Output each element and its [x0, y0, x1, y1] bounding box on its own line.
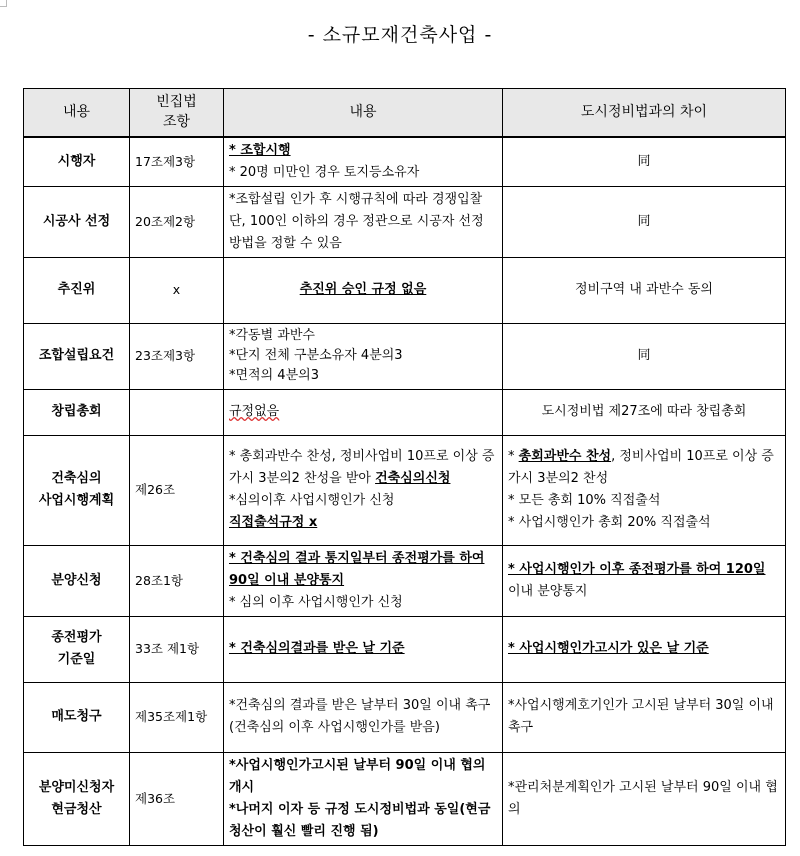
content-line: 규정없음 — [229, 404, 280, 419]
difference-emphasis: 총회과반수 찬성 — [518, 449, 612, 464]
row-difference: *관리처분계획인가 고시된 날부터 90일 이내 협의 — [503, 752, 786, 845]
row-topic: 추진위 — [24, 257, 130, 323]
difference-line: 이내 분양통지 — [508, 583, 588, 599]
row-difference: 同 — [503, 186, 786, 257]
table-row — [24, 323, 786, 389]
content-line: * 조합시행 — [229, 142, 291, 158]
row-topic: 조합설립요건 — [24, 323, 130, 389]
content-line: *건축심의 결과를 받은 날부터 30일 이내 촉구 — [229, 698, 491, 713]
row-topic: 분양미신청자 현금청산 — [24, 752, 130, 845]
row-topic: 종전평가 기준일 — [24, 616, 130, 682]
row-difference: 정비구역 내 과반수 동의 — [503, 257, 786, 323]
row-difference: 同 — [503, 137, 786, 187]
row-difference: 도시정비법 제27조에 따라 창립총회 — [503, 389, 786, 435]
content-line: * 총회과반수 찬성, 정비사업비 10프로 이상 증가시 3분의2 찬성을 받아 — [229, 449, 495, 486]
row-content — [224, 186, 503, 257]
difference-line: , 정비사업비 10프로 이상 증가시 3분의2 찬성 — [508, 449, 774, 486]
table-row — [24, 435, 786, 545]
content-line: * 20명 미만인 경우 토지등소유자 — [229, 164, 420, 180]
row-article: 20조제2항 — [130, 186, 224, 257]
content-line: *심의이후 사업시행인가 신청 — [229, 493, 395, 508]
table-row — [24, 137, 786, 187]
row-content — [224, 435, 503, 545]
difference-line: * 모든 총회 10% 직접출석 — [508, 493, 661, 508]
table-row — [24, 545, 786, 616]
difference-emphasis: * 사업시행인가 이후 종전평가를 하여 120일 — [508, 561, 766, 577]
row-topic: 시공사 선정 — [24, 186, 130, 257]
row-article: 제36조 — [130, 752, 224, 845]
content-line: (건축심의 이후 사업시행인가를 받음) — [229, 720, 440, 735]
content-line: 직접출석규정 x — [229, 515, 318, 530]
row-content — [224, 137, 503, 187]
table-header-row — [24, 89, 786, 137]
table-row — [24, 752, 786, 845]
row-article: x — [130, 257, 224, 323]
content-line: *각동별 과반수 — [229, 328, 315, 343]
row-difference: *사업시행계호기인가 고시된 날부터 30일 이내 촉구 — [503, 682, 786, 752]
row-difference: 同 — [503, 323, 786, 389]
row-content — [224, 389, 503, 435]
row-topic: 분양신청 — [24, 545, 130, 616]
content-line: *면적의 4분의3 — [229, 368, 319, 383]
row-content: 추진위 승인 규정 없음 — [224, 257, 503, 323]
row-difference — [503, 545, 786, 616]
row-topic: 건축심의 사업시행계획 — [24, 435, 130, 545]
table-row — [24, 257, 786, 323]
page-title: - 소규모재건축사업 - — [307, 24, 493, 46]
table-row — [24, 389, 786, 435]
header-difference: 도시정비법과의 차이 — [503, 89, 786, 137]
header-topic: 내용 — [24, 89, 130, 137]
row-content — [224, 323, 503, 389]
row-content — [224, 682, 503, 752]
row-article: 17조제3항 — [130, 137, 224, 187]
row-content: * 건축심의결과를 받은 날 기준 — [224, 616, 503, 682]
content-emphasis: 건축심의신청 — [375, 471, 451, 486]
row-content — [224, 545, 503, 616]
row-content — [224, 752, 503, 845]
header-content: 내용 — [224, 89, 503, 137]
row-article: 28조1항 — [130, 545, 224, 616]
row-article: 제35조제1항 — [130, 682, 224, 752]
content-line: *단지 전체 구분소유자 4분의3 — [229, 348, 403, 363]
table-row — [24, 186, 786, 257]
row-article: 제26조 — [130, 435, 224, 545]
header-article: 빈집법 조항 — [130, 89, 224, 137]
content-line: * 심의 이후 사업시행인가 신청 — [229, 594, 403, 610]
content-line: *조합설립 인가 후 시행규칙에 따라 경쟁입찰 단, 100인 이하의 경우 정관으로 시공자 선정 방법을 정할 수 있음 — [229, 191, 484, 251]
table-row — [24, 682, 786, 752]
row-difference — [503, 435, 786, 545]
comparison-table — [23, 88, 786, 846]
row-article: 23조제3항 — [130, 323, 224, 389]
content-line: *나머지 이자 등 규정 도시정비법과 동일(현금청산이 훨신 빨리 진행 됨) — [229, 801, 491, 839]
row-topic: 매도청구 — [24, 682, 130, 752]
table-row — [24, 616, 786, 682]
row-topic: 시행자 — [24, 137, 130, 187]
page-corner-mark — [0, 0, 7, 7]
difference-line: * 사업시행인가 총회 20% 직접출석 — [508, 515, 711, 530]
content-line: * 건축심의 결과 통지일부터 종전평가를 하여 90일 이내 분양통지 — [229, 550, 485, 588]
row-topic: 창립총회 — [24, 389, 130, 435]
row-article — [130, 389, 224, 435]
row-difference: * 사업시행인가고시가 있은 날 기준 — [503, 616, 786, 682]
row-article: 33조 제1항 — [130, 616, 224, 682]
content-line: *사업시행인가고시된 날부터 90일 이내 협의개시 — [229, 757, 486, 795]
bullet-mark: * — [508, 449, 519, 464]
